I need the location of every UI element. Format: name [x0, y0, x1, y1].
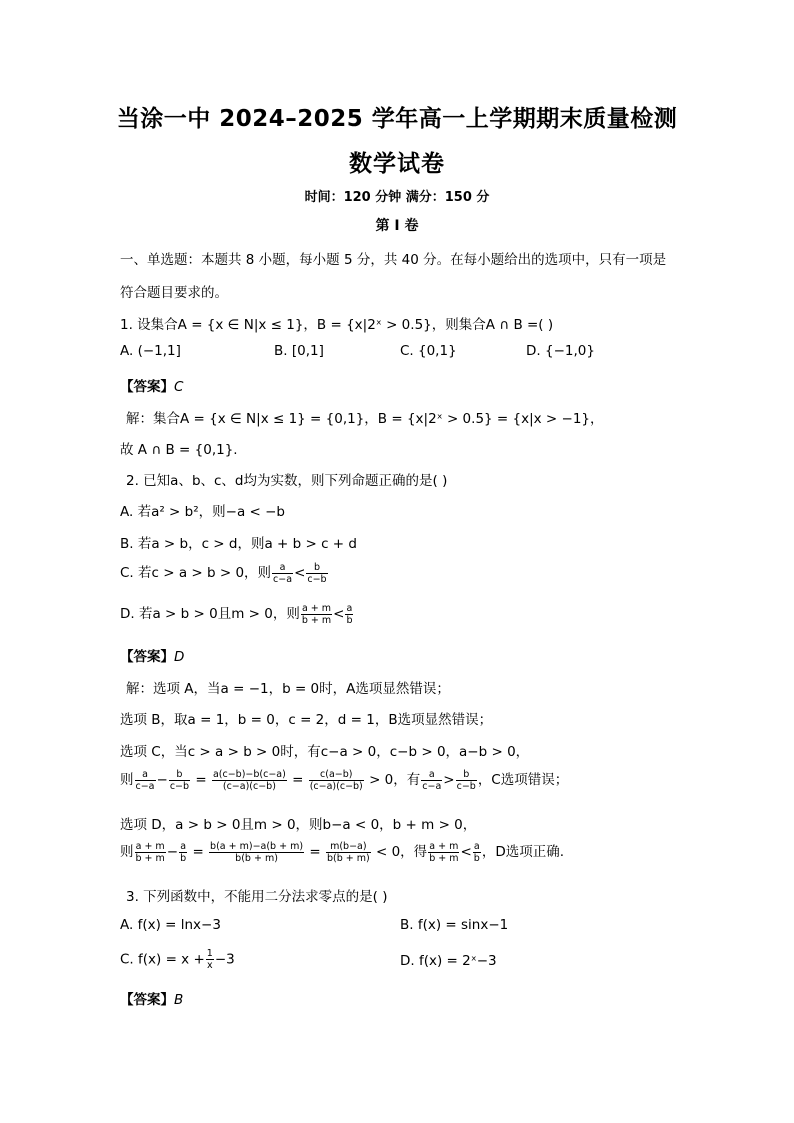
volume-heading: 第 I 卷: [375, 218, 419, 234]
fraction: $\frac{a}{c-a}$: [273, 561, 293, 585]
exam-meta: 时间：120 分钟 满分：150 分: [304, 190, 490, 205]
fraction: $\frac{c(a-b)}{(c-a)(c-b)}$: [309, 768, 363, 792]
fraction: $\frac{a}{b}$: [346, 602, 353, 626]
q3-stem: 3. 下列函数中，不能用二分法求零点的是( ): [126, 889, 388, 905]
q1-option-a: A. (−1,1]: [120, 343, 181, 359]
answer-label: 【答案】: [120, 649, 174, 665]
fraction: $\frac{a + m}{b + m}$: [135, 840, 165, 864]
q1-answer: [120, 375, 183, 395]
q1-stem: 1. 设集合A = {x ∈ N|x ≤ 1}，B = {x|2ˣ > 0.5}，则集合A ∩ B =( ): [120, 317, 554, 333]
q1-solution-line2: 故 A ∩ B = {0,1}.: [120, 442, 238, 458]
exam-title: 当涂一中 2024–2025 学年高一上学期期末质量检测: [116, 106, 678, 132]
fraction: $\frac{a}{c-a}$: [422, 768, 442, 792]
fraction: $\frac{a + m}{b + m}$: [301, 602, 332, 626]
fraction: $\frac{a}{b}$: [180, 840, 187, 864]
q2-solution-line2: 选项 B，取a = 1，b = 0，c = 2，d = 1，B选项显然错误；: [120, 712, 493, 728]
exam-subtitle: 数学试卷: [349, 151, 445, 177]
q2-solution-line3: 选项 C，当c > a > b > 0时，有c−a > 0，c−b > 0，a−b > 0，: [120, 744, 530, 760]
fraction: $\frac{b}{c-b}$: [307, 561, 327, 585]
q1-solution-line1: 解：集合A = {x ∈ N|x ≤ 1} = {0,1}，B = {x|2ˣ > 0.5} = {x|x > −1}，: [126, 411, 604, 427]
fraction: $\frac{m(b-a)}{b(b + m)}$: [326, 840, 370, 864]
q2-option-c: C. 若c > a > b > 0，则 $\frac{a}{c-a}$ < $\frac{b}{c-b}$: [120, 561, 327, 585]
fraction: $\frac{a}{b}$: [473, 840, 480, 864]
q3-option-d: D. f(x) = 2ˣ−3: [400, 953, 497, 969]
fraction: $\frac{a(c-b)-b(c-a)}{(c-a)(c-b)}$: [212, 768, 286, 792]
section-intro-line1: 一、单选题：本题共 8 小题，每小题 5 分，共 40 分。在每小题给出的选项中，只有一项是: [120, 252, 667, 268]
q3-option-c: C. f(x) = x + $\frac{1}{x}$ −3: [120, 948, 235, 971]
q2-solution-line1: 解：选项 A，当a = −1，b = 0时，A选项显然错误；: [126, 681, 450, 697]
q2-option-b: B. 若a > b，c > d，则a + b > c + d: [120, 536, 357, 552]
fraction: $\frac{b(a + m)-a(b + m)}{b(b + m)}$: [210, 840, 304, 864]
q2-stem: 2. 已知a、b、c、d均为实数，则下列命题正确的是( ): [126, 473, 448, 489]
q1-option-c: C. {0,1}: [400, 343, 457, 359]
answer-label: 【答案】: [120, 379, 174, 395]
fraction: $\frac{b}{c-b}$: [169, 768, 190, 792]
fraction: $\frac{1}{x}$: [206, 948, 213, 971]
q1-option-d: D. {−1,0}: [526, 343, 595, 359]
q3-option-b: B. f(x) = sinx−1: [400, 917, 509, 933]
fraction: $\frac{a}{c-a}$: [135, 768, 155, 792]
answer-value: B: [174, 992, 184, 1008]
q2-solution-line5: 选项 D，a > b > 0且m > 0，则b−a < 0，b + m > 0，: [120, 817, 477, 833]
fraction: $\frac{b}{c-b}$: [456, 768, 476, 792]
q2-solution-line6: 则 $\frac{a + m}{b + m}$ − $\frac{a}{b}$ = $\frac{b(a + m)-a(b + m)}{b(b + m)}$ = $\frac{m(b-a)}{b(b + m)}$ < 0，得 $\frac{a + m}{b + m}$ < $\frac{a}{b}$ ，D选项正确.: [120, 840, 565, 864]
answer-value: C: [174, 379, 184, 395]
answer-value: D: [174, 649, 185, 665]
q1-option-b: B. [0,1]: [274, 343, 324, 359]
q2-answer: [120, 645, 184, 665]
q2-option-a: A. 若a² > b²，则−a < −b: [120, 504, 285, 520]
fraction: $\frac{a + m}{b + m}$: [429, 840, 459, 864]
q3-option-a: A. f(x) = lnx−3: [120, 917, 221, 933]
section-intro-line2: 符合题目要求的。: [120, 285, 228, 301]
q3-answer: [120, 988, 183, 1008]
q2-solution-line4: 则 $\frac{a}{c-a}$ − $\frac{b}{c-b}$ = $\frac{a(c-b)-b(c-a)}{(c-a)(c-b)}$ = $\frac{c(a-b)}{(c-a)(c-b)}$ > 0，有 $\frac{a}{c-a}$ > $\frac{b}{c-b}$ ，C选项错误；: [120, 768, 569, 792]
q2-option-d: D. 若a > b > 0且m > 0，则 $\frac{a + m}{b + m}$ < $\frac{a}{b}$: [120, 602, 353, 626]
answer-label: 【答案】: [120, 992, 174, 1008]
